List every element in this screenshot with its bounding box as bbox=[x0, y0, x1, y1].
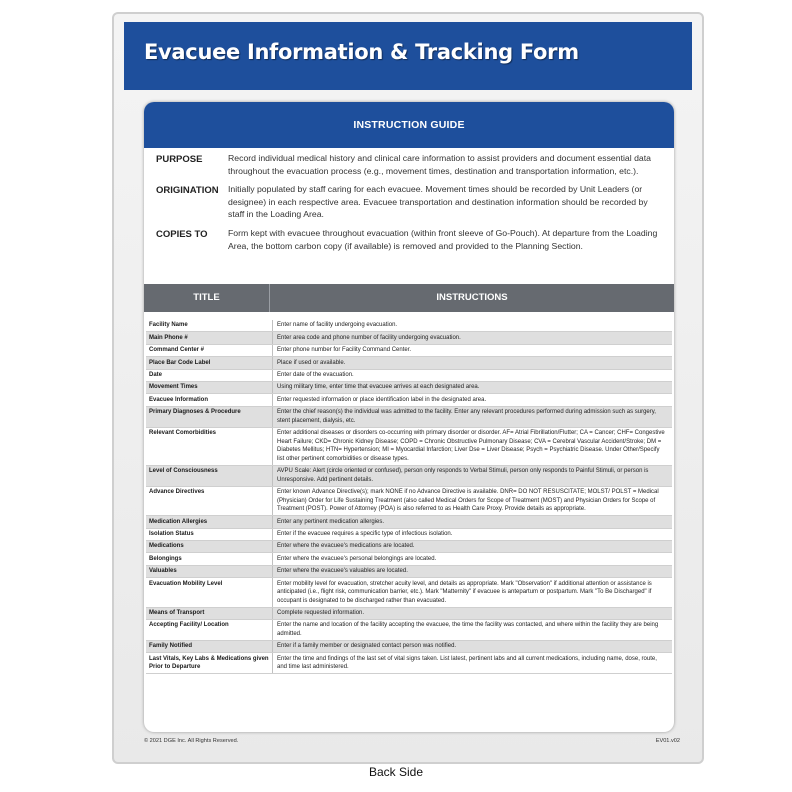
form-title: Evacuee Information & Tracking Form bbox=[144, 40, 579, 64]
guide-origination bbox=[156, 183, 664, 221]
guide-label: COPIES TO bbox=[156, 228, 208, 240]
row-title: Advance Directives bbox=[146, 487, 273, 516]
row-instruction: Enter where the evacuee's valuables are located. bbox=[277, 568, 408, 575]
row-instruction: AVPU Scale: Alert (circle oriented or confused), person only responds to Verbal Stimuli, person only responds to Painful Stimuli, or person is Unresponsive. Add pertinent details. bbox=[277, 468, 649, 483]
row-instruction: Complete requested information. bbox=[277, 610, 365, 617]
table-row bbox=[146, 641, 672, 653]
table-row bbox=[146, 608, 672, 620]
row-instruction: Enter area code and phone number of facility undergoing evacuation. bbox=[277, 334, 461, 341]
row-title: Command Center # bbox=[146, 345, 273, 356]
row-title: Belongings bbox=[146, 553, 273, 564]
guide-label: PURPOSE bbox=[156, 154, 203, 165]
row-instruction: Enter name of facility undergoing evacuation. bbox=[277, 322, 398, 329]
table-row bbox=[146, 382, 672, 394]
table-row bbox=[146, 357, 672, 369]
guide-copies-to bbox=[156, 227, 664, 252]
instruction-guide-body bbox=[144, 148, 674, 252]
table-row bbox=[146, 487, 672, 517]
row-instruction: Using military time, enter time that evacuee arrives at each designated area. bbox=[277, 384, 480, 391]
row-title: Movement Times bbox=[146, 382, 273, 393]
table-row bbox=[146, 320, 672, 332]
row-instruction: Enter the time and findings of the last set of vital signs taken. List latest, pertinent labs and all current medications, including name, dose, route, and time last administered. bbox=[277, 655, 657, 671]
row-title: Last Vitals, Key Labs & Medications given Prior to Departure bbox=[146, 653, 273, 673]
table-row bbox=[146, 370, 672, 382]
table-row bbox=[146, 566, 672, 578]
row-title: Main Phone # bbox=[146, 332, 273, 343]
row-title: Means of Transport bbox=[146, 608, 273, 619]
row-title: Accepting Facility/ Location bbox=[146, 620, 273, 640]
row-instruction: Enter if the evacuee requires a specific type of infectious isolation. bbox=[277, 531, 453, 538]
table-row bbox=[146, 428, 672, 466]
guide-text: Initially populated by staff caring for each evacuee. Movement times should be recorded by Unit Leaders (or designee) in each respective area. Evacuee transportation and destination information should be recorded by staff in the Loading Area. bbox=[228, 184, 648, 220]
table-row bbox=[146, 516, 672, 528]
column-header-title: TITLE bbox=[144, 284, 270, 312]
form-code: EV01.v02 bbox=[655, 738, 680, 744]
table-header bbox=[144, 284, 674, 312]
title-banner bbox=[124, 22, 692, 90]
row-instruction: Enter the name and location of the facility accepting the evacuee, the time the facility was contacted, and where within the facility they are being admitted. bbox=[277, 622, 659, 638]
column-header-instructions: INSTRUCTIONS bbox=[436, 292, 508, 303]
table-row bbox=[146, 466, 672, 487]
instruction-card bbox=[144, 102, 674, 732]
table-row bbox=[146, 529, 672, 541]
table-row bbox=[146, 407, 672, 428]
row-title: Valuables bbox=[146, 566, 273, 577]
table-row bbox=[146, 345, 672, 357]
row-instruction: Enter known Advance Directive(s); mark NONE if no Advance Directive is available. DNR= DO NOT RESUSCITATE; MOLST/ POLST = Medical (Physician) Order for Life Sustaining Treatment (also called Medical Orders for Scope of Treatment (MOST) and Physician Orders for Scope of Treatment (POST). Power of Attorney (POA) is also referred to as Health Care Proxy. Provide details as appropriate. bbox=[277, 489, 659, 513]
row-instruction: Enter where the evacuee's personal belongings are located. bbox=[277, 555, 437, 562]
guide-text: Record individual medical history and clinical care information to assist providers and document essential data throughout the evacuation process (e.g., movement times, destination and transportation information, etc.). bbox=[228, 153, 652, 176]
row-instruction: Enter date of the evacuation. bbox=[277, 371, 354, 378]
row-title: Medication Allergies bbox=[146, 516, 273, 527]
row-title: Family Notified bbox=[146, 641, 273, 652]
side-caption: Back Side bbox=[368, 765, 424, 779]
guide-purpose bbox=[156, 152, 664, 177]
table-row bbox=[146, 394, 672, 406]
row-title: Facility Name bbox=[146, 320, 273, 331]
row-instruction: Place if used or available. bbox=[277, 359, 346, 366]
row-title: Primary Diagnoses & Procedure bbox=[146, 407, 273, 427]
row-instruction: Enter the chief reason(s) the individual was admitted to the facility. Enter any relevant procedures performed during admission such as surgery, stent placement, dialysis, etc. bbox=[277, 409, 656, 424]
row-title: Date bbox=[146, 370, 273, 381]
instruction-table bbox=[146, 320, 672, 674]
copyright: © 2021 DGE Inc. All Rights Reserved. bbox=[144, 738, 239, 744]
guide-text: Form kept with evacuee throughout evacuation (within front sleeve of Go-Pouch). At departure from the Loading Area, the bottom carbon copy (if available) is removed and provided to the Planning Section. bbox=[228, 227, 658, 251]
row-instruction: Enter mobility level for evacuation, stretcher acuity level, and details as appropriate. Mark "Observation" if additional attention or assistance is anticipated (i.e., flight risk, communication barrier, etc.). Mark "Matternity" if evacuee is antepartum or postpartum. Mark "To Be Discharged" if occupant is designated to be discharged rather than evacuated. bbox=[277, 580, 652, 604]
row-instruction: Enter if a family member or designated contact person was notified. bbox=[277, 643, 457, 650]
row-instruction: Enter additional diseases or disorders co-occurring with primary disorder or disorder. AF= Atrial Fibrillation/Flutter; CA = Cancer; CHF= Congestive Heart Failure; CKD= Chronic Kidney Disease; COPD = Chronic Obstructive Pulmonary Disease; CVA = Cerebral Vascular Accident/Stroke; DM = Diabetes Mellitus; HTN= Hypertension; MI = Myocardial Infarction; Liver Dse = Liver Disease; Psych = Psychiatric Disease. Under Other/Specify list other pertinent comorbidities or disease types. bbox=[277, 429, 665, 462]
row-title: Place Bar Code Label bbox=[146, 357, 273, 368]
row-title: Medications bbox=[146, 541, 273, 552]
table-row bbox=[146, 653, 672, 674]
row-instruction: Enter requested information or place identification label in the designated area. bbox=[277, 396, 487, 403]
guide-label: ORIGINATION bbox=[156, 185, 219, 197]
table-row bbox=[146, 541, 672, 553]
row-instruction: Enter where the evacuee's medications are located. bbox=[277, 543, 415, 550]
row-title: Relevant Comorbidities bbox=[146, 428, 273, 465]
table-row bbox=[146, 332, 672, 344]
row-instruction: Enter any pertinent medication allergies. bbox=[277, 518, 385, 525]
instruction-guide-heading: INSTRUCTION GUIDE bbox=[144, 102, 674, 148]
row-instruction: Enter phone number for Facility Command Center. bbox=[277, 347, 412, 354]
row-title: Level of Consciousness bbox=[146, 466, 273, 486]
row-title: Evacuation Mobility Level bbox=[146, 578, 273, 607]
row-title: Evacuee Information bbox=[146, 394, 273, 405]
row-title: Isolation Status bbox=[146, 529, 273, 540]
table-row bbox=[146, 620, 672, 641]
table-row bbox=[146, 578, 672, 608]
table-row bbox=[146, 553, 672, 565]
